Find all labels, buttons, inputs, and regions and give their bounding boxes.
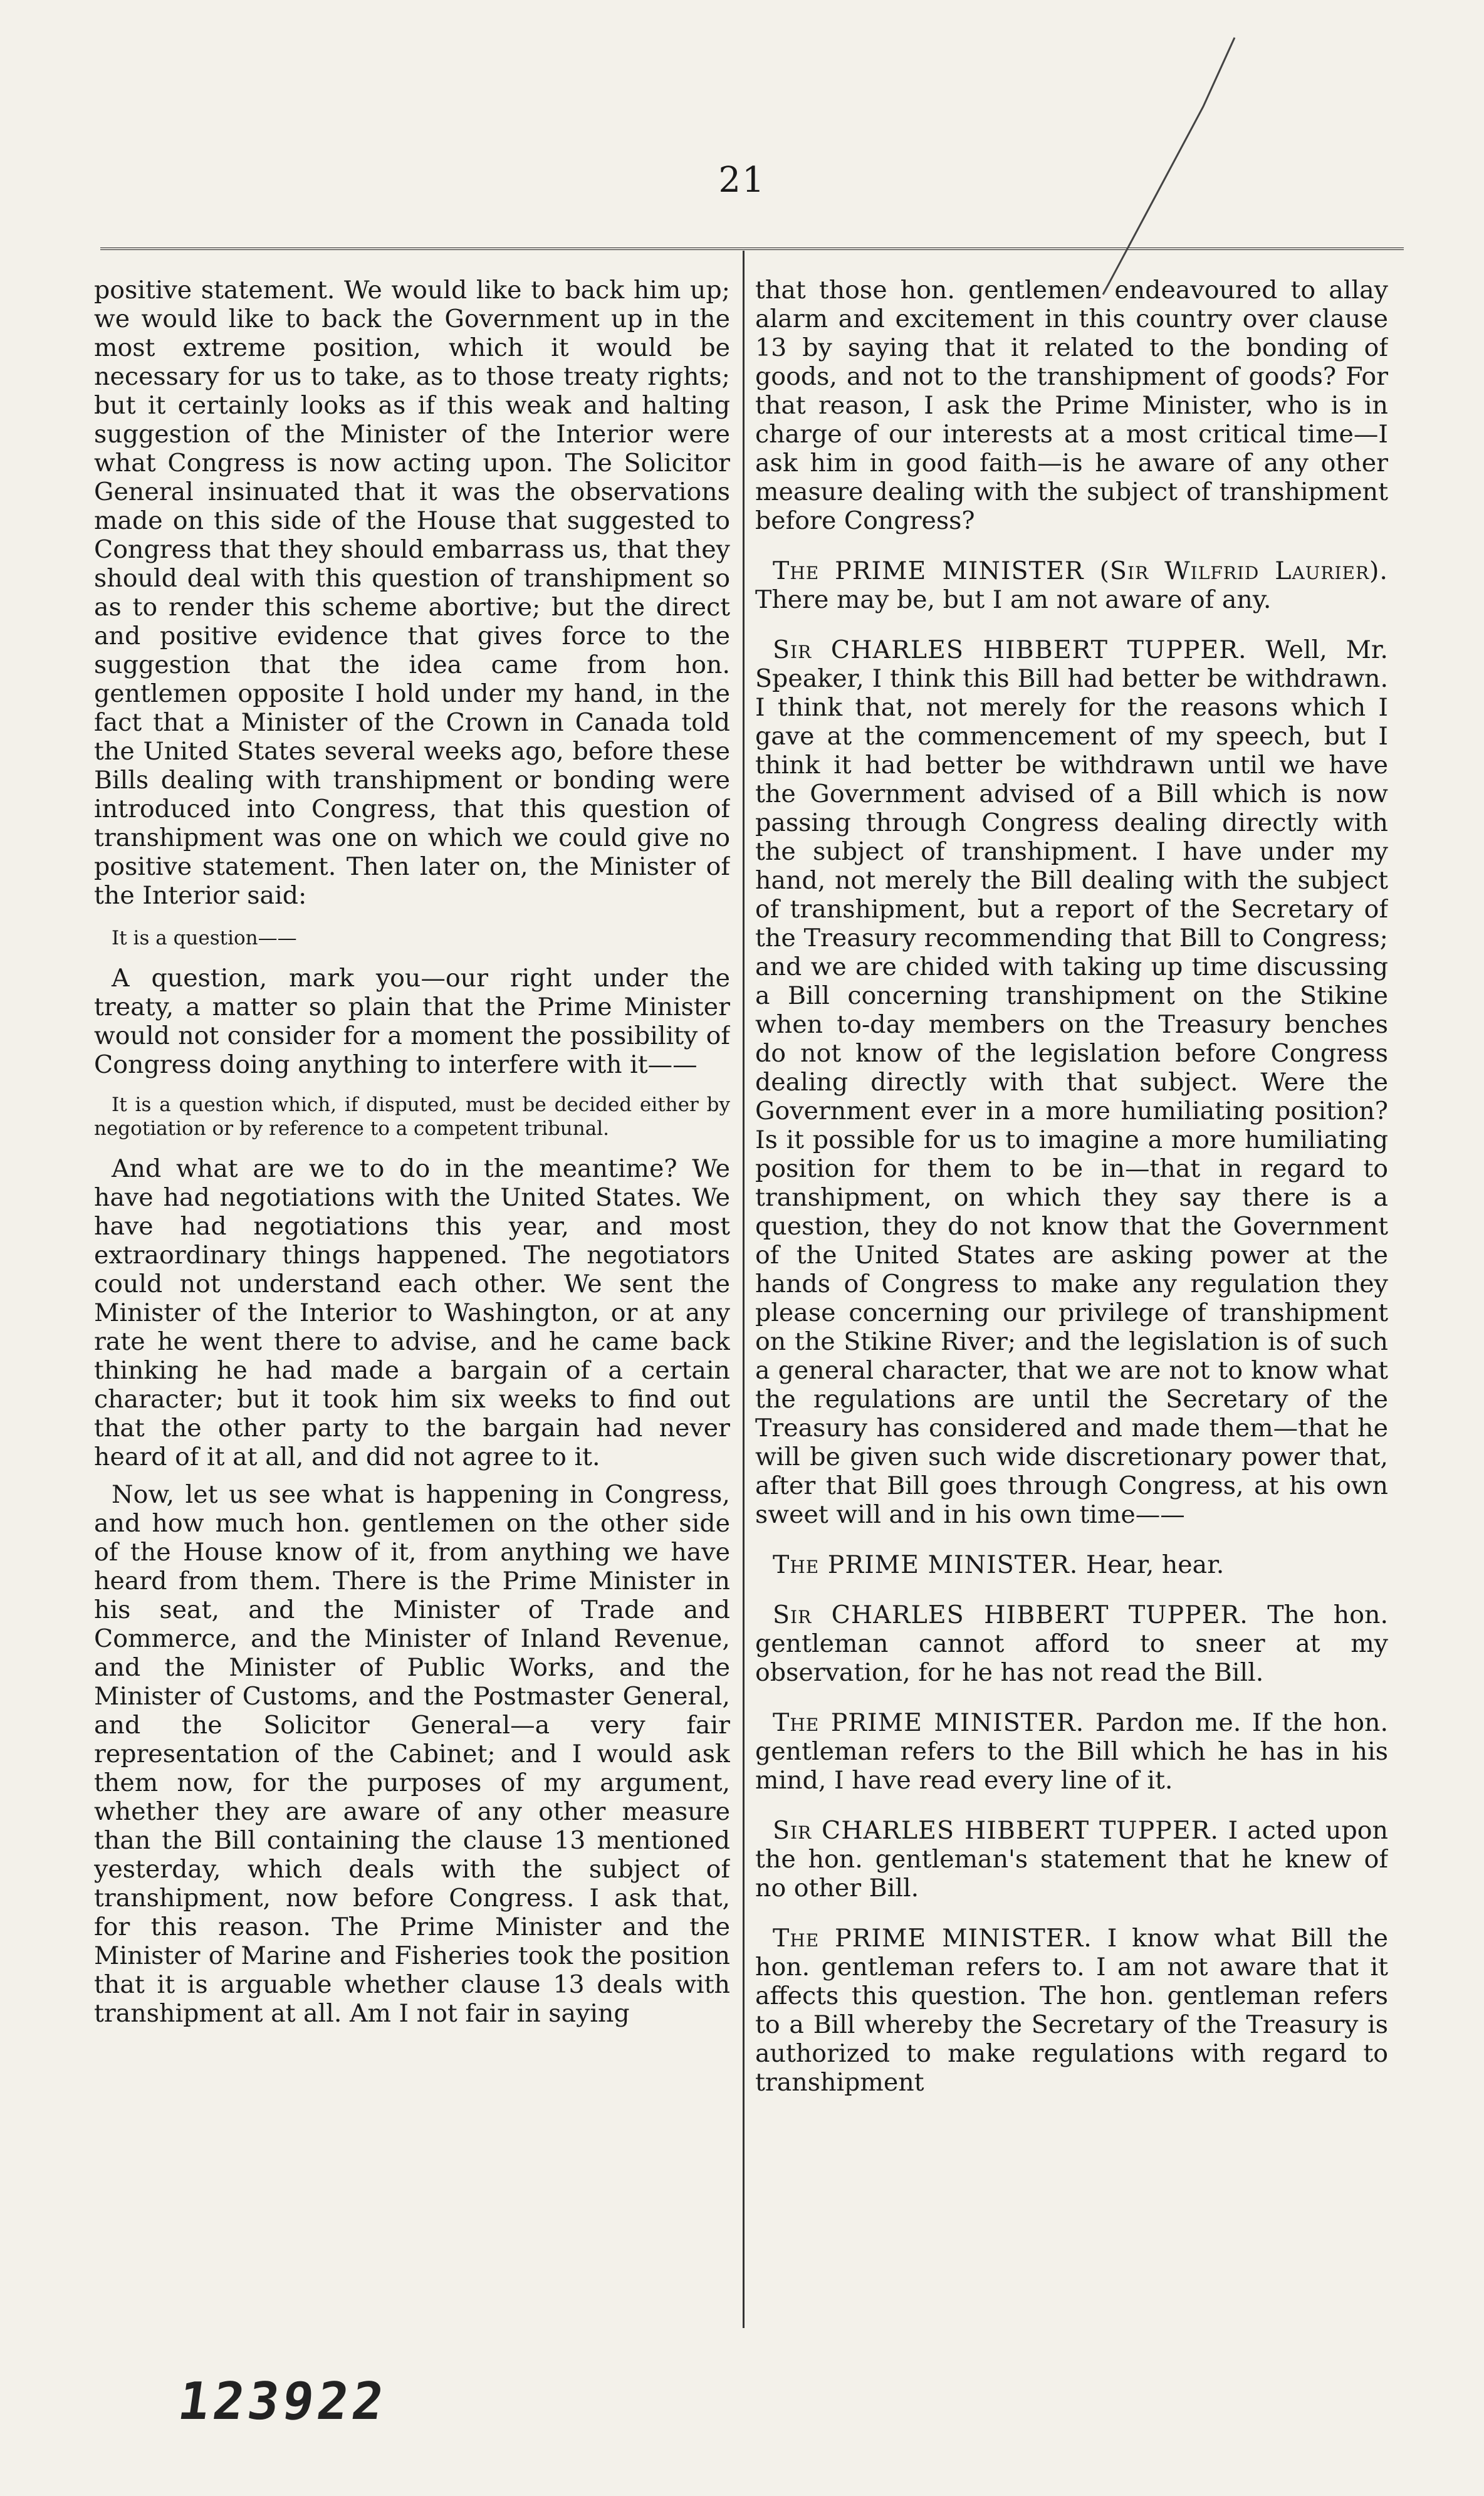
paragraph-text: positive statement. We would like to back him up; we would like to back the Government up in the most extreme position, which it would be necessary for us to take, as to those treaty rights; but it certainly looks as if this weak and halting suggestion of the Minister of the Interior were what Congress is now acting upon. The Solicitor General insinuated that it was the observations made on this side of the House that suggested to Congress that they should embarrass us, that they should deal with this question of transhipment so as to render this scheme abortive; but the direct and positive evidence that gives force to the suggestion that the idea came from hon. gentlemen opposite I hold under my hand, in the fact that a Minister of the Crown in Canada told the United States several weeks ago, before these Bills dealing with transhipment or bonding were introduced into Congress, that this question of transhipment was one on which we could give no positive statement. Then later on, the Minister of the Interior said:: [94, 276, 730, 910]
speech-paragraph: [755, 1816, 1388, 1903]
paragraph-text: Hear, hear.: [1085, 1550, 1225, 1579]
speaker-name: The PRIME MINISTER (Sir Wilfrid Laurier).: [773, 556, 1388, 585]
speaker-name: Sir CHARLES HIBBERT TUPPER.: [773, 1816, 1219, 1845]
body-paragraph: [94, 964, 730, 1079]
left-column: [94, 276, 730, 2331]
column-divider: [743, 251, 745, 2328]
page-number: 21: [718, 160, 766, 201]
body-paragraph: [94, 1480, 730, 2028]
header-rule: [100, 248, 1404, 250]
speaker-name: The PRIME MINISTER.: [773, 1708, 1085, 1737]
paragraph-text: The hon. gentleman cannot afford to sneer at my observation, for he has not read the Bill.: [755, 1600, 1388, 1687]
paragraph-text: There may be, but I am not aware of any.: [755, 585, 1272, 614]
speech-paragraph: [755, 635, 1388, 1529]
speech-paragraph: [755, 556, 1388, 614]
paragraph-text: It is a question which, if disputed, must be decided either by negotiation or by reference to a competent tribunal.: [94, 1094, 730, 1140]
speaker-name: The PRIME MINISTER.: [773, 1924, 1092, 1953]
right-column: [755, 276, 1388, 2331]
quoted-passage: [94, 1093, 730, 1141]
paragraph-text: Now, let us see what is happening in Congress, and how much hon. gentlemen on the other side of the House know of it, from anything we have heard from them. There is the Prime Minister in his seat, and the Minister of Trade and Commerce, and the Minister of Inland Revenue, and the Minister of Public Works, and the Minister of Customs, and the Postmaster General, and the Solicitor General—a very fair representation of the Cabinet; and I would ask them now, for the purposes of my argument, whether they are aware of any other measure than the Bill containing the clause 13 mentioned yesterday, which deals with the subject of transhipment, now before Congress. I ask that, for this reason. The Prime Minister and the Minister of Marine and Fisheries took the position that it is arguable whether clause 13 deals with transhipment at all. Am I not fair in saying: [94, 1480, 730, 2028]
speech-paragraph: [755, 1600, 1388, 1687]
continued-paragraph: [755, 276, 1388, 535]
continued-paragraph: [94, 276, 730, 910]
speaker-name: Sir CHARLES HIBBERT TUPPER.: [773, 635, 1247, 664]
speaker-name: The PRIME MINISTER.: [773, 1550, 1079, 1579]
paragraph-text: I know what Bill the hon. gentleman refers to. I am not aware that it affects this question. The hon. gentleman refers to a Bill whereby the Secretary of the Treasury is authorized to make regulations with regard to transhipment: [755, 1924, 1388, 2097]
paragraph-text: A question, mark you—our right under the treaty, a matter so plain that the Prime Minister would not consider for a moment the possibility of Congress doing anything to interfere with it——: [94, 964, 730, 1079]
archive-stamp: 123922: [174, 2372, 391, 2431]
paragraph-text: And what are we to do in the meantime? We have had negotiations with the United States. We have had negotiations this year, and most extraordinary things happened. The negotiators could not understand each other. We sent the Minister of the Interior to Washington, or at any rate he went there to advise, and he came back thinking he had made a bargain of a certain character; but it took him six weeks to find out that the other party to the bargain had never heard of it at all, and did not agree to it.: [94, 1154, 730, 1471]
quoted-passage: [94, 926, 730, 950]
paragraph-text: Well, Mr. Speaker, I think this Bill had better be withdrawn. I think that, not merely for the reasons which I gave at the commencement of my speech, but I think it had better be withdrawn until we have the Government advised of a Bill which is now passing through Congress dealing directly with the subject of transhipment. I have under my hand, not merely the Bill dealing with the subject of transhipment, but a report of the Secretary of the Treasury recommending that Bill to Congress; and we are chided with taking up time discussing a Bill concerning transhipment on the Stikine when to-day members on the Treasury benches do not know of the legislation before Congress dealing directly with that subject. Were the Government ever in a more humiliating position? Is it possible for us to imagine a more humiliating position for them to be in—that in regard to transhipment, on which they say there is a question, they do not know that the Government of the United States are asking power at the hands of Congress to make any regulation they please concerning our privilege of transhipment on the Stikine River; and the legislation is of such a general character, that we are not to know what the regulations are until the Secretary of the Treasury has considered and made them—that he will be given such wide discretionary power that, after that Bill goes through Congress, at his own sweet will and in his own time——: [755, 635, 1388, 1529]
speech-paragraph: [755, 1550, 1388, 1579]
paragraph-text: I acted upon the hon. gentleman's statement that he knew of no other Bill.: [755, 1816, 1388, 1903]
speech-paragraph: [755, 1708, 1388, 1795]
speech-paragraph: [755, 1924, 1388, 2097]
body-paragraph: [94, 1154, 730, 1471]
paragraph-text: Pardon me. If the hon. gentleman refers to the Bill which he has in his mind, I have read every line of it.: [755, 1708, 1388, 1795]
paragraph-text: that those hon. gentlemen endeavoured to allay alarm and excitement in this country over clause 13 by saying that it related to the bonding of goods, and not to the transhipment of goods? For that reason, I ask the Prime Minister, who is in charge of our interests at a most critical time—I ask him in good faith—is he aware of any other measure dealing with the subject of transhipment before Congress?: [755, 276, 1388, 535]
speaker-name: Sir CHARLES HIBBERT TUPPER.: [773, 1600, 1248, 1629]
paragraph-text: It is a question——: [112, 927, 297, 949]
